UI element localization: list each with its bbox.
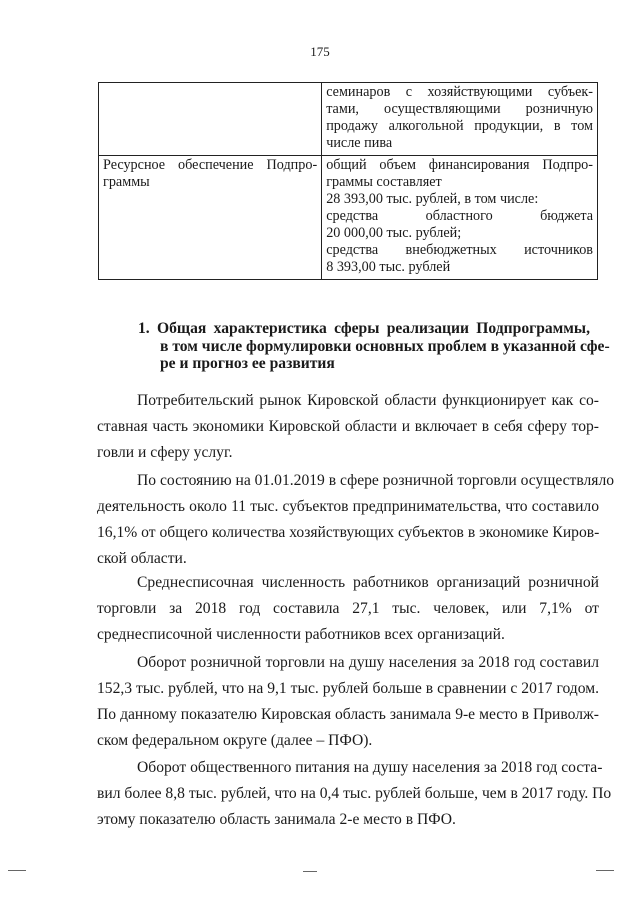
paragraph-line: ском федеральном округе (далее – ПФО). [97, 732, 373, 749]
table-row [99, 83, 598, 156]
paragraph-line: деятельность около 11 тыс. субъектов предпринимательства, что составило [97, 498, 599, 515]
paragraph-line: этому показателю область занимала 2-е место в ПФО. [97, 811, 456, 828]
paragraph-line: По данному показателю Кировская область занимала 9-е место в Приволж- [97, 706, 599, 723]
heading-line: в том числе формулировки основных проблем в указанной сфе- [160, 337, 610, 355]
table-row [99, 156, 598, 280]
paragraph [97, 570, 599, 648]
cell-text-line: тами, осуществляющими розничную [326, 101, 593, 117]
section-heading [138, 320, 610, 373]
paragraph-line: Оборот общественного питания на душу населения за 2018 год соста- [137, 759, 603, 776]
cell-text-line: 28 393,00 тыс. рублей, в том числе: [326, 191, 539, 207]
paragraph-line: Потребительский рынок Кировской области функционирует как со- [137, 392, 599, 409]
cell-text-line: средства внебюджетных источников [326, 242, 593, 258]
paragraph-line: Оборот розничной торговли на душу населения за 2018 год составил [137, 654, 599, 671]
cell-text-line: граммы [103, 174, 150, 190]
paragraph-line: вил более 8,8 тыс. рублей, что на 0,4 тыс. рублей больше, чем в 2017 году. По [97, 785, 612, 802]
scan-artifact-mark [303, 871, 317, 872]
paragraph-line: торговли за 2018 год составила 27,1 тыс. человек, или 7,1% от [97, 600, 599, 617]
cell-text-line: продажу алкогольной продукции, в том [326, 118, 593, 134]
table-cell-label [99, 156, 322, 280]
paragraph-line: 152,3 тыс. рублей, что на 9,1 тыс. рублей больше в сравнении с 2017 годом. [97, 680, 599, 697]
table-cell-label [99, 83, 322, 156]
paragraph [97, 468, 615, 572]
table-cell-value [322, 83, 598, 156]
paragraph-line: говли и сферу услуг. [97, 444, 233, 461]
paragraph [97, 650, 599, 754]
heading-line: 1. Общая характеристика сферы реализации Подпрограммы, [138, 320, 590, 337]
cell-text-line: 8 393,00 тыс. рублей [326, 259, 451, 275]
paragraph [97, 388, 599, 466]
paragraph-line: По состоянию на 01.01.2019 в сфере розничной торговли осуществляло [137, 472, 615, 489]
cell-text-line: семинаров с хозяйствующими субъек- [326, 84, 593, 100]
heading-line: ре и прогноз ее развития [160, 355, 335, 372]
paragraph-line: Среднесписочная численность работников организаций розничной [137, 574, 599, 591]
paragraph [97, 755, 612, 833]
table-cell-value [322, 156, 598, 280]
page-number: 175 [310, 44, 330, 59]
passport-table [98, 82, 598, 280]
cell-text-line: Ресурсное обеспечение Подпро- [103, 157, 318, 173]
cell-text-line: 20 000,00 тыс. рублей; [326, 225, 462, 241]
paragraph-line: среднесписочной численности работников всех организаций. [97, 626, 505, 643]
cell-text-line: общий объем финансирования Подпро- [326, 157, 593, 173]
paragraph-line: ставная часть экономики Кировской области и включает в себя сферу тор- [97, 418, 599, 435]
scan-artifact-mark [596, 870, 614, 871]
scan-artifact-mark [8, 870, 26, 871]
paragraph-line: 16,1% от общего количества хозяйствующих субъектов в экономике Киров- [97, 524, 600, 541]
cell-text-line: граммы составляет [326, 174, 442, 190]
paragraph-line: ской области. [97, 550, 187, 567]
cell-text-line: средства областного бюджета [326, 208, 593, 224]
cell-text-line: числе пива [326, 135, 393, 151]
